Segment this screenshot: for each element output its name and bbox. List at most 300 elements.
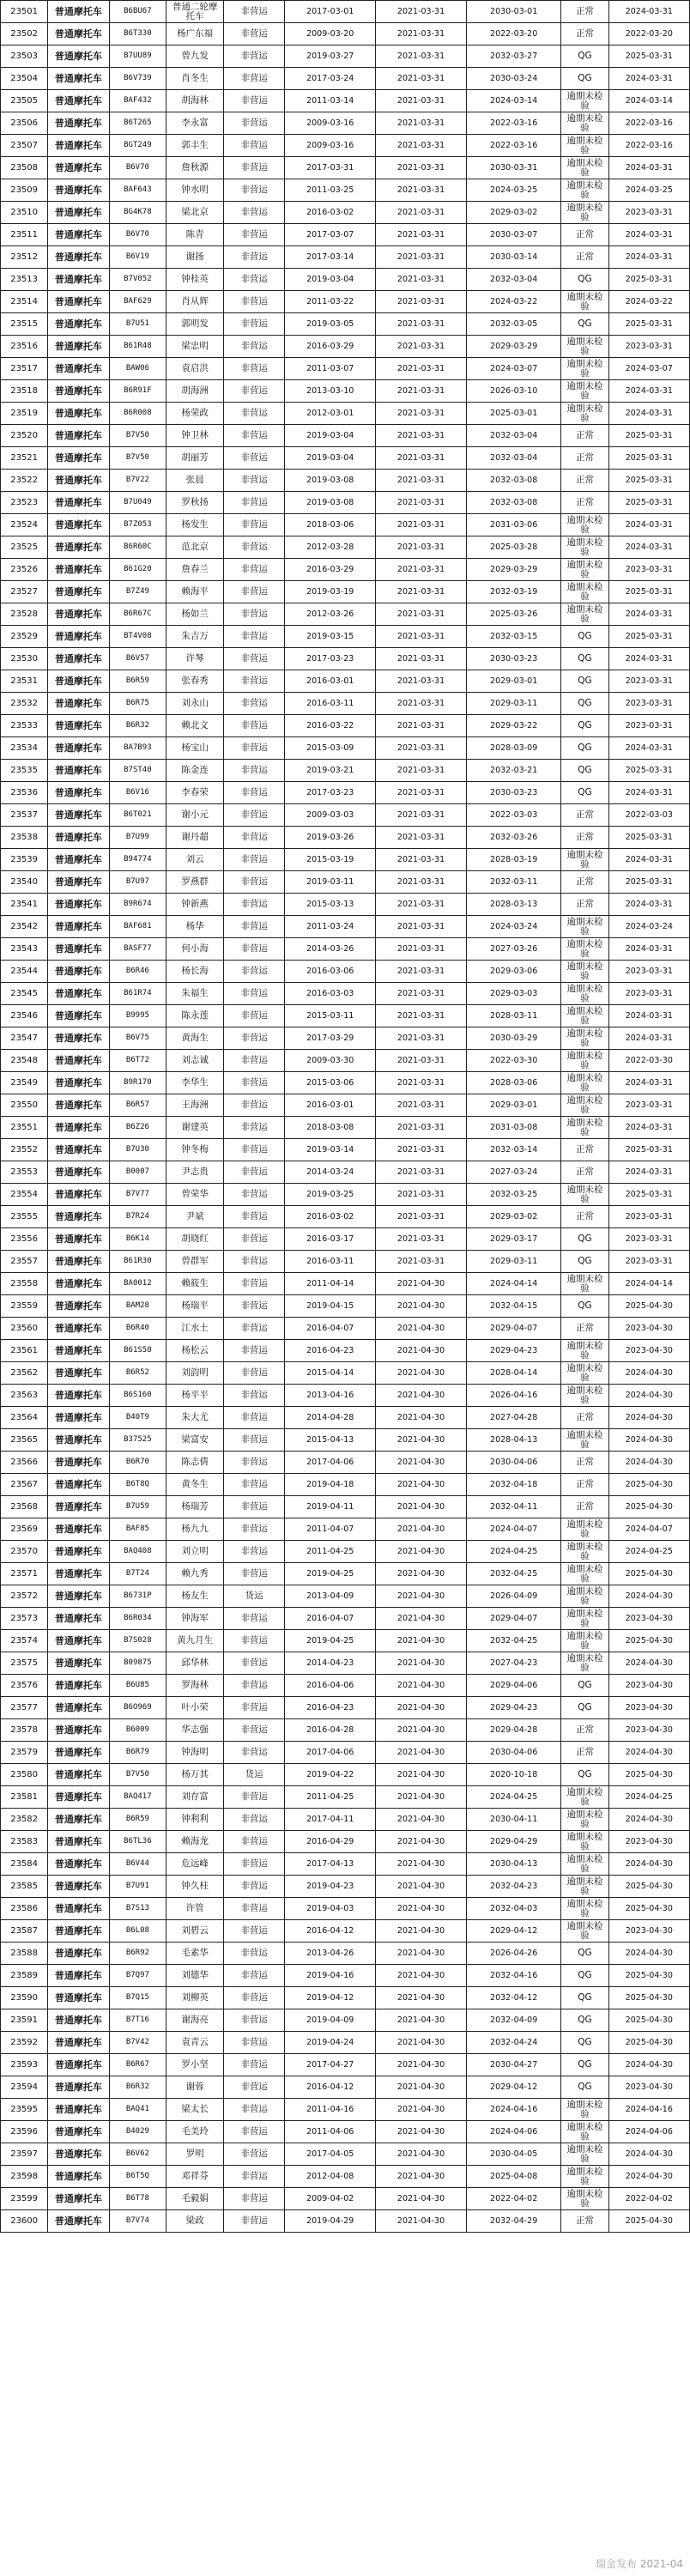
usage-nature-cell: 非营运 [223, 983, 284, 1005]
inspection-expiry-cell: 2021-04-30 [376, 1518, 467, 1541]
plate-number-cell: B7Q15 [109, 1987, 166, 2009]
status-cell: 逾期未检验 [561, 403, 608, 425]
scrap-deadline-cell: 2028-03-13 [466, 894, 560, 916]
inspection-expiry-cell: 2021-03-31 [376, 827, 467, 849]
status-cell: 逾期未检验 [561, 1786, 608, 1809]
usage-nature-cell: 非营运 [223, 1340, 284, 1362]
registration-date-cell: 2016-04-07 [285, 1608, 376, 1630]
scrap-deadline-cell: 2032-03-08 [466, 470, 560, 492]
scrap-deadline-cell: 2032-04-29 [466, 2210, 560, 2233]
usage-nature-cell: 非营运 [223, 1362, 284, 1385]
vehicle-brand-cell: 罗明 [166, 2143, 224, 2166]
row-index-cell: 23582 [1, 1809, 48, 1831]
insurance-expiry-cell: 2025-03-31 [608, 425, 689, 447]
scrap-deadline-cell: 2022-03-30 [466, 1050, 560, 1072]
vehicle-type-cell: 普通摩托车 [48, 1027, 109, 1050]
inspection-expiry-cell: 2021-03-31 [376, 492, 467, 514]
vehicle-type-cell: 普通摩托车 [48, 2121, 109, 2143]
registration-date-cell: 2017-03-23 [285, 648, 376, 670]
usage-nature-cell: 非营运 [223, 916, 284, 938]
vehicle-brand-cell: 刘永山 [166, 693, 224, 715]
status-cell: 逾期未检验 [561, 1072, 608, 1094]
status-cell: 正常 [561, 470, 608, 492]
vehicle-brand-cell: 钟桂英 [166, 269, 224, 291]
table-row [1, 782, 690, 804]
insurance-expiry-cell: 2024-04-30 [608, 1452, 689, 1474]
vehicle-brand-cell: 朱吉万 [166, 626, 224, 648]
vehicle-brand-cell: 谢小元 [166, 804, 224, 827]
scrap-deadline-cell: 2032-04-25 [466, 1630, 560, 1652]
vehicle-brand-cell: 毛美玲 [166, 2121, 224, 2143]
table-row [1, 1362, 690, 1385]
registration-date-cell: 2019-04-11 [285, 1496, 376, 1518]
vehicle-type-cell: 普通摩托车 [48, 1, 109, 23]
registration-date-cell: 2016-04-29 [285, 1831, 376, 1853]
table-row [1, 313, 690, 336]
status-cell: 正常 [561, 1318, 608, 1340]
vehicle-brand-cell: 刘韵明 [166, 1362, 224, 1385]
row-index-cell: 23545 [1, 983, 48, 1005]
table-row [1, 380, 690, 403]
usage-nature-cell: 非营运 [223, 135, 284, 157]
inspection-expiry-cell: 2021-04-30 [376, 1407, 467, 1429]
table-row [1, 1764, 690, 1786]
table-row [1, 1853, 690, 1876]
table-row [1, 670, 690, 693]
vehicle-type-cell: 普通摩托车 [48, 112, 109, 135]
inspection-expiry-cell: 2021-03-31 [376, 23, 467, 45]
registration-date-cell: 2015-04-14 [285, 1362, 376, 1385]
table-row [1, 447, 690, 470]
vehicle-brand-cell: 詹春兰 [166, 559, 224, 581]
insurance-expiry-cell: 2025-03-31 [608, 470, 689, 492]
status-cell: 逾期未检验 [561, 1340, 608, 1362]
plate-number-cell: B7U91 [109, 1876, 166, 1898]
table-row [1, 559, 690, 581]
inspection-expiry-cell: 2021-04-30 [376, 2009, 467, 2032]
scrap-deadline-cell: 2022-04-02 [466, 2188, 560, 2210]
status-cell: 正常 [561, 1474, 608, 1496]
insurance-expiry-cell: 2024-03-25 [608, 179, 689, 202]
plate-number-cell: B7U049 [109, 492, 166, 514]
inspection-expiry-cell: 2021-03-31 [376, 894, 467, 916]
inspection-expiry-cell: 2021-03-31 [376, 715, 467, 737]
status-cell: 逾期未检验 [561, 1563, 608, 1585]
status-cell: QG [561, 45, 608, 68]
inspection-expiry-cell: 2021-04-30 [376, 1652, 467, 1675]
usage-nature-cell: 非营运 [223, 1429, 284, 1452]
vehicle-brand-cell: 陈金连 [166, 760, 224, 782]
status-cell: QG [561, 648, 608, 670]
plate-number-cell: B6R60C [109, 536, 166, 559]
vehicle-brand-cell: 何小海 [166, 938, 224, 961]
registration-date-cell: 2019-04-24 [285, 2032, 376, 2054]
scrap-deadline-cell: 2029-03-03 [466, 983, 560, 1005]
scrap-deadline-cell: 2028-04-13 [466, 1429, 560, 1452]
scrap-deadline-cell: 2032-03-15 [466, 626, 560, 648]
plate-number-cell: B6V75 [109, 1027, 166, 1050]
vehicle-type-cell: 普通摩托车 [48, 916, 109, 938]
row-index-cell: 23572 [1, 1585, 48, 1608]
table-row [1, 157, 690, 179]
inspection-expiry-cell: 2021-03-31 [376, 916, 467, 938]
status-cell: 正常 [561, 1161, 608, 1184]
row-index-cell: 23600 [1, 2210, 48, 2233]
insurance-expiry-cell: 2024-03-31 [608, 894, 689, 916]
scrap-deadline-cell: 2024-04-25 [466, 1786, 560, 1809]
insurance-expiry-cell: 2025-03-31 [608, 45, 689, 68]
inspection-expiry-cell: 2021-03-31 [376, 358, 467, 380]
row-index-cell: 23546 [1, 1005, 48, 1027]
usage-nature-cell: 非营运 [223, 1273, 284, 1295]
plate-number-cell: B6V70 [109, 157, 166, 179]
vehicle-type-cell: 普通摩托车 [48, 1318, 109, 1340]
table-row [1, 269, 690, 291]
vehicle-brand-cell: 刘存富 [166, 1786, 224, 1809]
table-row [1, 983, 690, 1005]
inspection-expiry-cell: 2021-03-31 [376, 1251, 467, 1273]
insurance-expiry-cell: 2025-03-31 [608, 447, 689, 470]
table-row [1, 179, 690, 202]
vehicle-type-cell: 普通摩托车 [48, 291, 109, 313]
scrap-deadline-cell: 2029-04-23 [466, 1340, 560, 1362]
status-cell: 逾期未检验 [561, 1094, 608, 1117]
plate-number-cell: B6Z26 [109, 1117, 166, 1139]
row-index-cell: 23592 [1, 2032, 48, 2054]
usage-nature-cell: 非营运 [223, 68, 284, 90]
usage-nature-cell: 非营运 [223, 2188, 284, 2210]
row-index-cell: 23540 [1, 871, 48, 894]
status-cell: 正常 [561, 1139, 608, 1161]
row-index-cell: 23544 [1, 961, 48, 983]
registration-date-cell: 2019-04-23 [285, 1876, 376, 1898]
insurance-expiry-cell: 2024-03-31 [608, 648, 689, 670]
insurance-expiry-cell: 2024-04-25 [608, 1786, 689, 1809]
vehicle-brand-cell: 郭明发 [166, 313, 224, 336]
vehicle-type-cell: 普通摩托车 [48, 760, 109, 782]
status-cell: 正常 [561, 2210, 608, 2233]
vehicle-type-cell: 普通摩托车 [48, 1608, 109, 1630]
registration-date-cell: 2019-03-04 [285, 269, 376, 291]
scrap-deadline-cell: 2029-03-22 [466, 715, 560, 737]
usage-nature-cell: 非营运 [223, 782, 284, 804]
inspection-expiry-cell: 2021-03-31 [376, 425, 467, 447]
vehicle-type-cell: 普通摩托车 [48, 626, 109, 648]
scrap-deadline-cell: 2032-04-18 [466, 1474, 560, 1496]
table-row [1, 425, 690, 447]
status-cell: 逾期未检验 [561, 1920, 608, 1943]
vehicle-brand-cell: 梁太长 [166, 2099, 224, 2121]
plate-number-cell: B6R32 [109, 715, 166, 737]
scrap-deadline-cell: 2030-04-06 [466, 1742, 560, 1764]
row-index-cell: 23568 [1, 1496, 48, 1518]
plate-number-cell: B6V19 [109, 246, 166, 269]
insurance-expiry-cell: 2023-03-31 [608, 693, 689, 715]
status-cell: QG [561, 1943, 608, 1965]
scrap-deadline-cell: 2022-03-16 [466, 135, 560, 157]
table-row [1, 1541, 690, 1563]
status-cell: 逾期未检验 [561, 603, 608, 626]
insurance-expiry-cell: 2024-03-31 [608, 1117, 689, 1139]
insurance-expiry-cell: 2025-03-31 [608, 760, 689, 782]
table-row [1, 536, 690, 559]
table-row [1, 715, 690, 737]
status-cell: 正常 [561, 425, 608, 447]
vehicle-brand-cell: 钟利利 [166, 1809, 224, 1831]
inspection-expiry-cell: 2021-03-31 [376, 403, 467, 425]
plate-number-cell: B7Z053 [109, 514, 166, 536]
usage-nature-cell: 非营运 [223, 1786, 284, 1809]
vehicle-type-cell: 普通摩托车 [48, 1541, 109, 1563]
plate-number-cell: B6R57 [109, 1094, 166, 1117]
status-cell: QG [561, 1965, 608, 1987]
vehicle-type-cell: 普通摩托车 [48, 2032, 109, 2054]
usage-nature-cell: 非营运 [223, 157, 284, 179]
inspection-expiry-cell: 2021-04-30 [376, 1608, 467, 1630]
scrap-deadline-cell: 2027-03-26 [466, 938, 560, 961]
scrap-deadline-cell: 2024-03-25 [466, 179, 560, 202]
plate-number-cell: B4029 [109, 2121, 166, 2143]
plate-number-cell: BA0012 [109, 1273, 166, 1295]
vehicle-brand-cell: 刘立明 [166, 1541, 224, 1563]
registration-date-cell: 2016-04-07 [285, 1318, 376, 1340]
row-index-cell: 23532 [1, 693, 48, 715]
plate-number-cell: B6T5Q [109, 2166, 166, 2188]
insurance-expiry-cell: 2023-03-31 [608, 1094, 689, 1117]
registration-date-cell: 2017-03-29 [285, 1027, 376, 1050]
inspection-expiry-cell: 2021-03-31 [376, 1094, 467, 1117]
usage-nature-cell: 非营运 [223, 1987, 284, 2009]
table-row [1, 871, 690, 894]
status-cell: QG [561, 693, 608, 715]
scrap-deadline-cell: 2030-04-06 [466, 1452, 560, 1474]
inspection-expiry-cell: 2021-04-30 [376, 1697, 467, 1719]
table-row [1, 291, 690, 313]
table-row [1, 1965, 690, 1987]
insurance-expiry-cell: 2024-03-31 [608, 403, 689, 425]
scrap-deadline-cell: 2032-03-27 [466, 45, 560, 68]
usage-nature-cell: 非营运 [223, 1898, 284, 1920]
scrap-deadline-cell: 2030-03-23 [466, 782, 560, 804]
usage-nature-cell: 非营运 [223, 1809, 284, 1831]
table-row [1, 1831, 690, 1853]
vehicle-type-cell: 普通摩托车 [48, 2099, 109, 2121]
table-row [1, 1496, 690, 1518]
inspection-expiry-cell: 2021-03-31 [376, 1072, 467, 1094]
table-row [1, 23, 690, 45]
table-row [1, 1318, 690, 1340]
row-index-cell: 23599 [1, 2188, 48, 2210]
usage-nature-cell: 非营运 [223, 1876, 284, 1898]
vehicle-brand-cell: 华志强 [166, 1719, 224, 1742]
table-row [1, 1139, 690, 1161]
scrap-deadline-cell: 2022-03-20 [466, 23, 560, 45]
row-index-cell: 23538 [1, 827, 48, 849]
usage-nature-cell: 非营运 [223, 737, 284, 760]
registration-date-cell: 2016-04-12 [285, 1920, 376, 1943]
table-row [1, 1452, 690, 1474]
vehicle-type-cell: 普通摩托车 [48, 737, 109, 760]
insurance-expiry-cell: 2024-04-30 [608, 1943, 689, 1965]
scrap-deadline-cell: 2030-03-14 [466, 246, 560, 269]
scrap-deadline-cell: 2024-04-06 [466, 2121, 560, 2143]
registration-date-cell: 2009-03-30 [285, 1050, 376, 1072]
inspection-expiry-cell: 2021-04-30 [376, 1809, 467, 1831]
usage-nature-cell: 非营运 [223, 23, 284, 45]
plate-number-cell: B7V50 [109, 1764, 166, 1786]
table-row [1, 1050, 690, 1072]
row-index-cell: 23507 [1, 135, 48, 157]
registration-date-cell: 2017-03-01 [285, 1, 376, 23]
status-cell: QG [561, 68, 608, 90]
registration-date-cell: 2015-04-13 [285, 1429, 376, 1452]
inspection-expiry-cell: 2021-03-31 [376, 581, 467, 603]
insurance-expiry-cell: 2023-03-31 [608, 1251, 689, 1273]
status-cell: 逾期未检验 [561, 135, 608, 157]
status-cell: 逾期未检验 [561, 1541, 608, 1563]
vehicle-type-cell: 普通摩托车 [48, 715, 109, 737]
table-row [1, 403, 690, 425]
status-cell: QG [561, 2032, 608, 2054]
registration-date-cell: 2012-03-26 [285, 603, 376, 626]
vehicle-brand-cell: 杨宝山 [166, 737, 224, 760]
plate-number-cell: B6R79 [109, 1742, 166, 1764]
row-index-cell: 23551 [1, 1117, 48, 1139]
vehicle-brand-cell: 杨九九 [166, 1518, 224, 1541]
vehicle-brand-cell: 刘柳英 [166, 1987, 224, 2009]
plate-number-cell: B6T330 [109, 23, 166, 45]
table-row [1, 1429, 690, 1452]
status-cell: QG [561, 715, 608, 737]
usage-nature-cell: 非营运 [223, 827, 284, 849]
insurance-expiry-cell: 2023-04-30 [608, 1697, 689, 1719]
scrap-deadline-cell: 2032-04-16 [466, 1965, 560, 1987]
vehicle-type-cell: 普通摩托车 [48, 1853, 109, 1876]
inspection-expiry-cell: 2021-04-30 [376, 1853, 467, 1876]
watermark: 瑞金发布 2021-04 [596, 2558, 683, 2570]
table-row [1, 2054, 690, 2076]
vehicle-type-cell: 普通摩托车 [48, 1943, 109, 1965]
scrap-deadline-cell: 2027-03-24 [466, 1161, 560, 1184]
row-index-cell: 23579 [1, 1742, 48, 1764]
usage-nature-cell: 非营运 [223, 1407, 284, 1429]
table-row [1, 1295, 690, 1318]
usage-nature-cell: 非营运 [223, 514, 284, 536]
scrap-deadline-cell: 2031-03-06 [466, 514, 560, 536]
insurance-expiry-cell: 2025-03-31 [608, 1139, 689, 1161]
table-row [1, 894, 690, 916]
plate-number-cell: B6731P [109, 1585, 166, 1608]
plate-number-cell: B7S028 [109, 1630, 166, 1652]
inspection-expiry-cell: 2021-03-31 [376, 1228, 467, 1251]
usage-nature-cell: 非营运 [223, 112, 284, 135]
plate-number-cell: BAF643 [109, 179, 166, 202]
plate-number-cell: B9995 [109, 1005, 166, 1027]
vehicle-brand-cell: 袁启洪 [166, 358, 224, 380]
scrap-deadline-cell: 2029-03-02 [466, 202, 560, 224]
usage-nature-cell: 非营运 [223, 626, 284, 648]
inspection-expiry-cell: 2021-04-30 [376, 2121, 467, 2143]
registration-date-cell: 2017-03-31 [285, 157, 376, 179]
row-index-cell: 23522 [1, 470, 48, 492]
plate-number-cell: BAQ417 [109, 1786, 166, 1809]
plate-number-cell: BAQ41 [109, 2099, 166, 2121]
vehicle-brand-cell: 陈青 [166, 224, 224, 246]
registration-date-cell: 2017-03-07 [285, 224, 376, 246]
insurance-expiry-cell: 2023-04-30 [608, 1920, 689, 1943]
scrap-deadline-cell: 2029-04-29 [466, 1831, 560, 1853]
row-index-cell: 23587 [1, 1920, 48, 1943]
status-cell: QG [561, 626, 608, 648]
usage-nature-cell: 非营运 [223, 1474, 284, 1496]
vehicle-brand-cell: 杨如兰 [166, 603, 224, 626]
usage-nature-cell: 非营运 [223, 648, 284, 670]
scrap-deadline-cell: 2030-03-01 [466, 1, 560, 23]
row-index-cell: 23598 [1, 2166, 48, 2188]
table-row [1, 603, 690, 626]
registration-date-cell: 2013-04-16 [285, 1385, 376, 1407]
status-cell: QG [561, 1987, 608, 2009]
vehicle-type-cell: 普通摩托车 [48, 447, 109, 470]
plate-number-cell: B9R170 [109, 1072, 166, 1094]
table-row [1, 1385, 690, 1407]
inspection-expiry-cell: 2021-04-30 [376, 1541, 467, 1563]
usage-nature-cell: 非营运 [223, 1920, 284, 1943]
vehicle-type-cell: 普通摩托车 [48, 1786, 109, 1809]
row-index-cell: 23525 [1, 536, 48, 559]
vehicle-brand-cell: 江水土 [166, 1318, 224, 1340]
usage-nature-cell: 非营运 [223, 1318, 284, 1340]
inspection-expiry-cell: 2021-04-30 [376, 2054, 467, 2076]
inspection-expiry-cell: 2021-03-31 [376, 68, 467, 90]
registration-date-cell: 2016-03-11 [285, 1251, 376, 1273]
insurance-expiry-cell: 2025-04-30 [608, 2009, 689, 2032]
vehicle-type-cell: 普通摩托车 [48, 1652, 109, 1675]
vehicle-type-cell: 普通摩托车 [48, 603, 109, 626]
inspection-expiry-cell: 2021-04-30 [376, 2166, 467, 2188]
registration-date-cell: 2013-04-26 [285, 1943, 376, 1965]
status-cell: QG [561, 1251, 608, 1273]
insurance-expiry-cell: 2023-03-31 [608, 202, 689, 224]
usage-nature-cell: 非营运 [223, 1518, 284, 1541]
vehicle-type-cell: 普通摩托车 [48, 45, 109, 68]
usage-nature-cell: 非营运 [223, 1452, 284, 1474]
registration-date-cell: 2017-04-27 [285, 2054, 376, 2076]
registration-date-cell: 2019-03-27 [285, 45, 376, 68]
status-cell: 正常 [561, 447, 608, 470]
plate-number-cell: B7Q97 [109, 1965, 166, 1987]
row-index-cell: 23550 [1, 1094, 48, 1117]
inspection-expiry-cell: 2021-03-31 [376, 269, 467, 291]
vehicle-type-cell: 普通摩托车 [48, 1474, 109, 1496]
insurance-expiry-cell: 2024-04-30 [608, 1853, 689, 1876]
inspection-expiry-cell: 2021-03-31 [376, 157, 467, 179]
insurance-expiry-cell: 2025-04-30 [608, 1295, 689, 1318]
registration-date-cell: 2019-03-04 [285, 425, 376, 447]
table-row [1, 938, 690, 961]
plate-number-cell: BAF85 [109, 1518, 166, 1541]
inspection-expiry-cell: 2021-03-31 [376, 1027, 467, 1050]
row-index-cell: 23583 [1, 1831, 48, 1853]
vehicle-brand-cell: 肖从辉 [166, 291, 224, 313]
plate-number-cell: BG4K78 [109, 202, 166, 224]
vehicle-brand-cell: 朱大尤 [166, 1407, 224, 1429]
scrap-deadline-cell: 2032-04-09 [466, 2009, 560, 2032]
vehicle-brand-cell: 袁青云 [166, 2032, 224, 2054]
usage-nature-cell: 非营运 [223, 871, 284, 894]
status-cell: 逾期未检验 [561, 1184, 608, 1206]
scrap-deadline-cell: 2030-03-23 [466, 648, 560, 670]
